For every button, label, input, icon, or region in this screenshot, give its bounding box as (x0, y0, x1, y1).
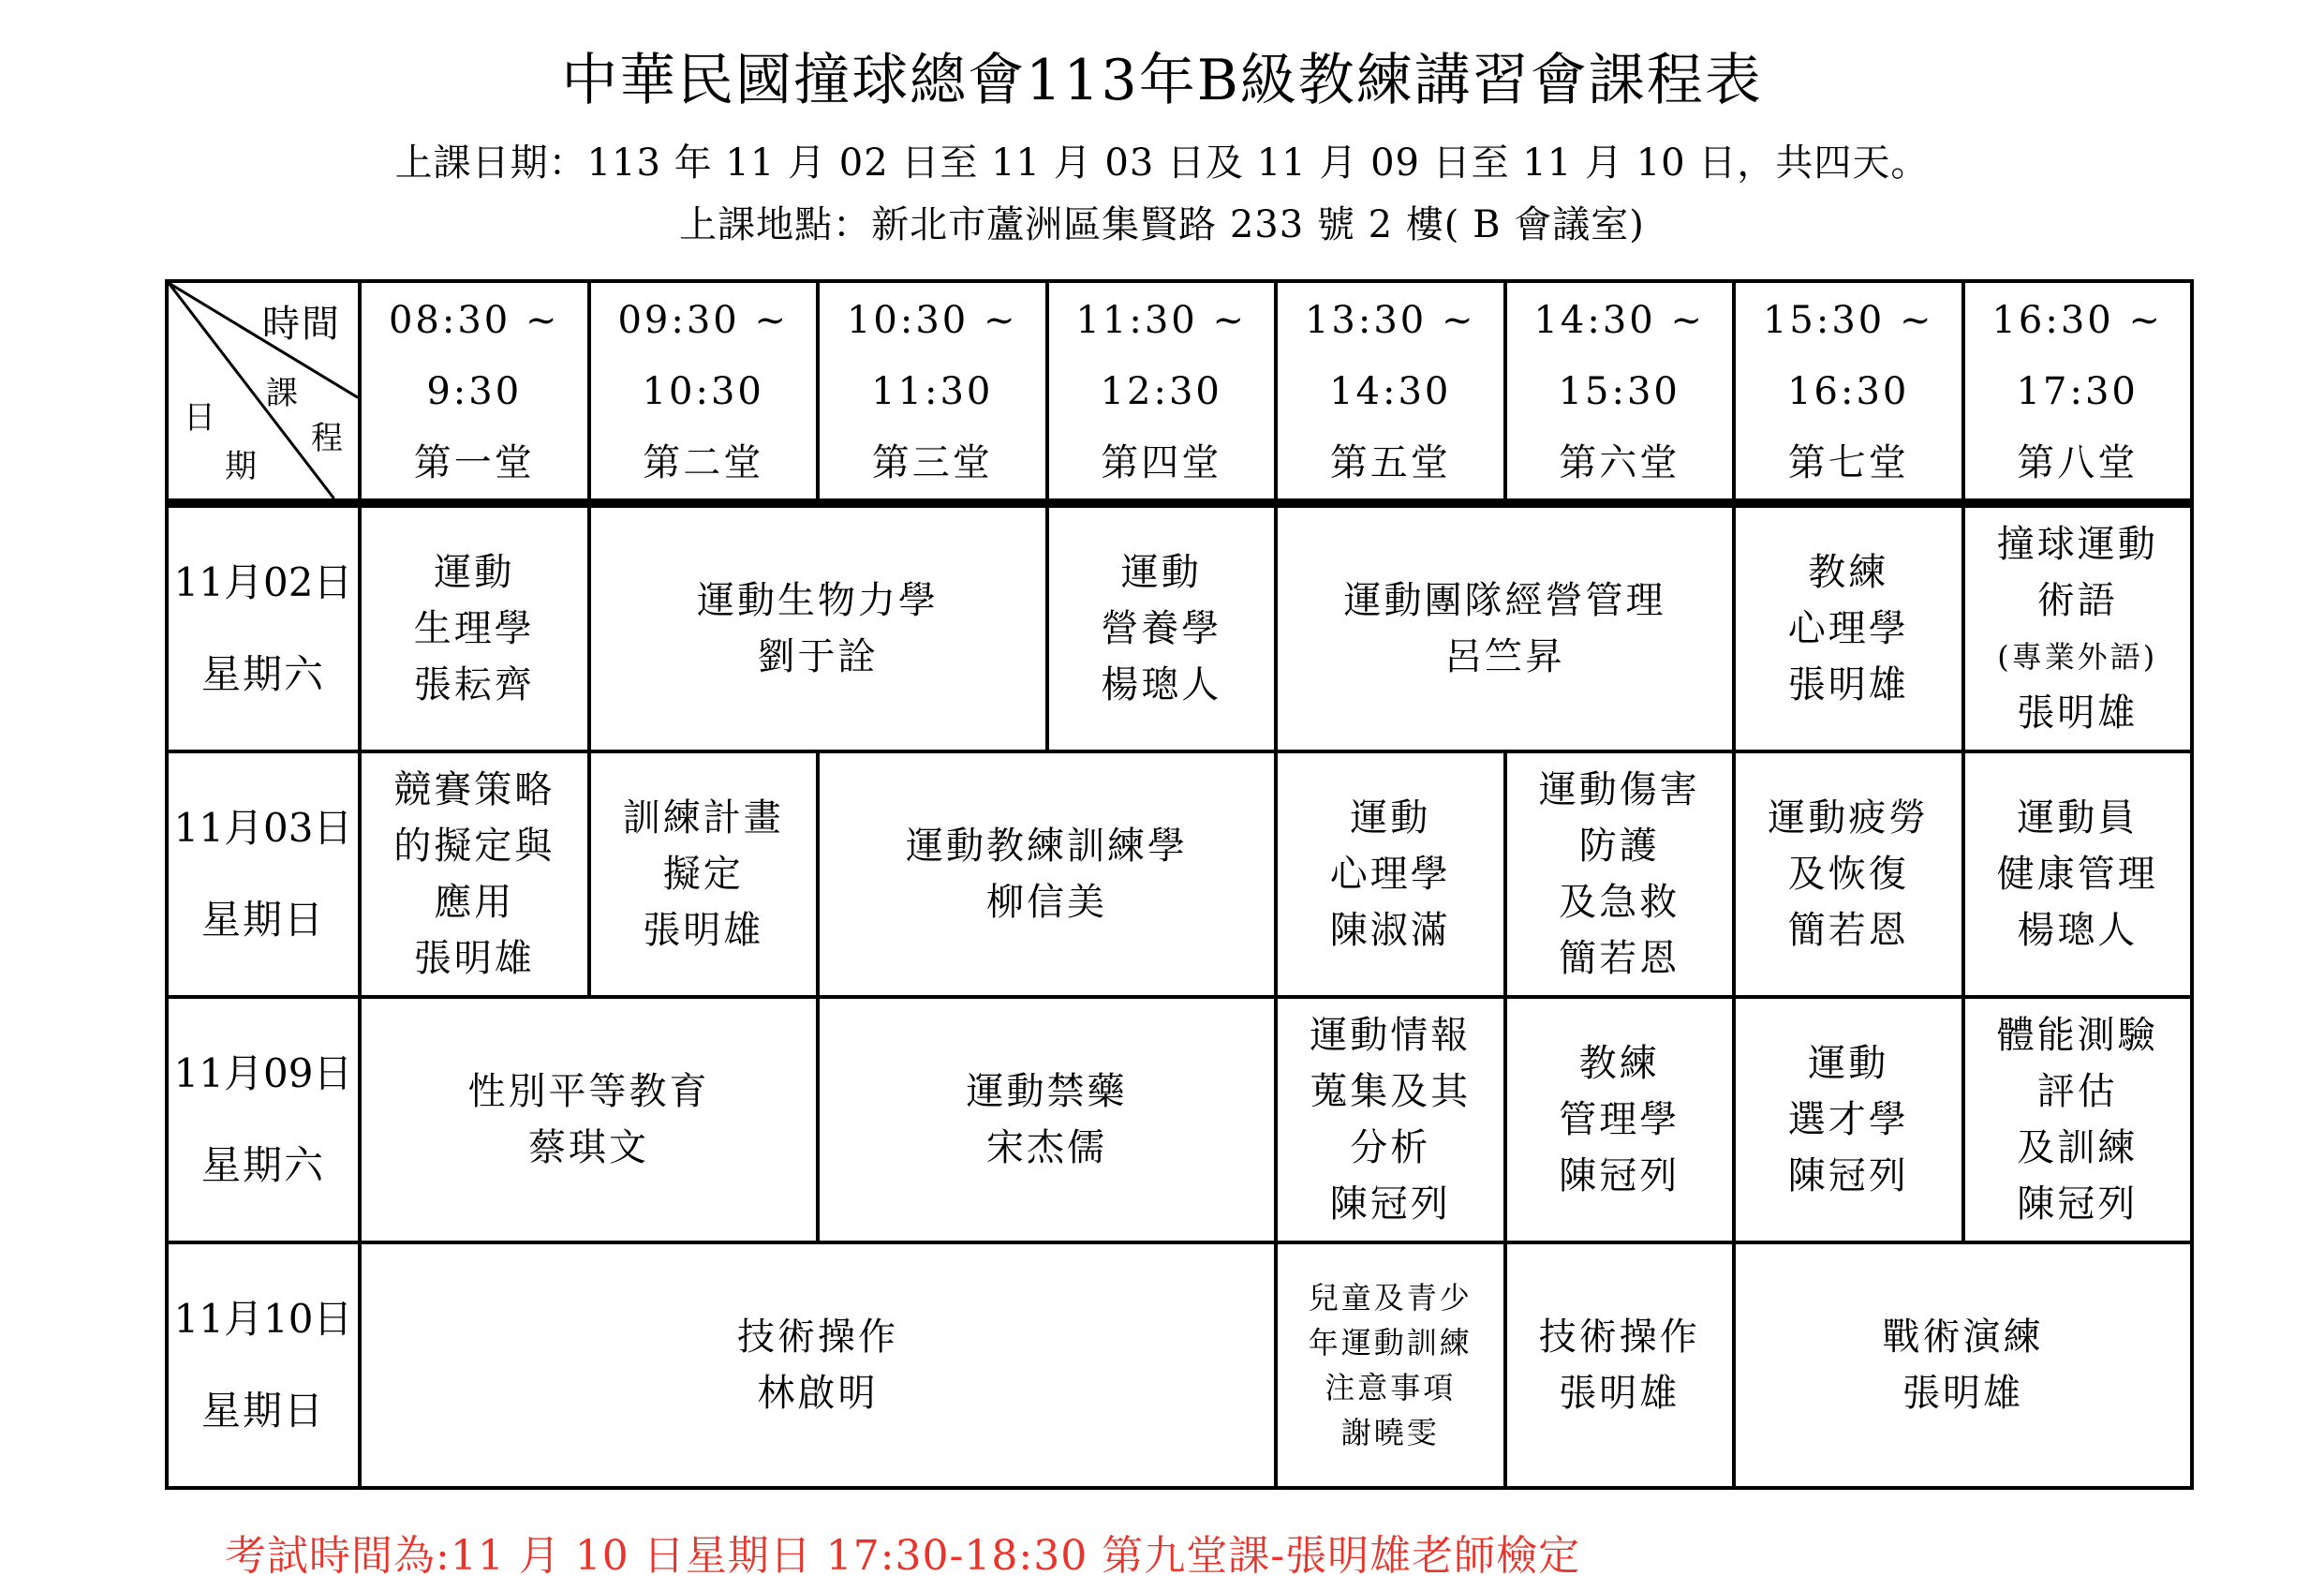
date-label: 11月03日 (173, 805, 353, 851)
course-title-line: 兒童及青少 (1308, 1280, 1473, 1316)
instructor-name: 簡若恩 (1559, 937, 1680, 980)
course-title-line: 術語 (2036, 579, 2118, 622)
session-cell (1505, 751, 1735, 997)
date-cell (167, 1242, 360, 1488)
course-title-line: 健康管理 (1996, 853, 2158, 896)
course-title-line: 運動 (1120, 551, 1202, 594)
session-cell (360, 997, 818, 1242)
course-title-line: 運動 (1808, 1042, 1889, 1085)
session-cell (360, 751, 589, 997)
session-cell (360, 1242, 1276, 1488)
course-title-line: 運動情報 (1310, 1014, 1472, 1057)
course-title-line: 運動 (1350, 796, 1431, 840)
exam-note: 考試時間為:11 月 10 日星期日 17:30-18:30 第九堂課-張明雄老師檢定 (225, 1532, 1581, 1580)
session-cell (1505, 997, 1735, 1242)
period-header: 09:30 ~ 10:30 第二堂 (589, 281, 819, 503)
session-cell (1505, 1242, 1735, 1488)
course-title-line: 營養學 (1101, 607, 1222, 650)
session-cell (1734, 1242, 2192, 1488)
instructor-name: 陳冠列 (1329, 1182, 1451, 1226)
course-title-line: 運動傷害 (1538, 768, 1700, 811)
course-title-line: 及訓練 (2017, 1126, 2139, 1169)
course-title-line: 技術操作 (1538, 1316, 1700, 1359)
course-title-line: 蒐集及其 (1310, 1070, 1472, 1113)
instructor-name: 柳信美 (986, 881, 1107, 924)
course-title-line: 心理學 (1329, 853, 1451, 896)
course-title-line: 心理學 (1787, 607, 1909, 650)
period-header: 10:30 ~ 11:30 第三堂 (818, 281, 1047, 503)
session-cell (1047, 503, 1277, 751)
course-title-line: 生理學 (413, 607, 535, 650)
period-header: 15:30 ~ 16:30 第七堂 (1734, 281, 1963, 503)
day-row (167, 1242, 2192, 1488)
course-title-line: 防護 (1578, 825, 1660, 868)
instructor-name: 謝曉雯 (1340, 1415, 1440, 1450)
session-cell (1963, 751, 2193, 997)
weekday-label: 星期六 (200, 1142, 325, 1188)
course-title-line: 運動教練訓練學 (906, 825, 1188, 868)
instructor-name: 楊璁人 (1101, 663, 1222, 706)
instructor-name: 張明雄 (2017, 691, 2139, 735)
instructor-name: 呂竺昇 (1444, 635, 1565, 678)
course-title-line: 教練 (1578, 1042, 1660, 1085)
weekday-label: 星期日 (200, 1388, 325, 1434)
course-title-line: 評估 (2036, 1070, 2118, 1113)
session-cell (1734, 503, 1963, 751)
course-title-line: 性別平等教育 (467, 1070, 710, 1113)
instructor-name: 張明雄 (643, 909, 764, 952)
session-cell (360, 503, 589, 751)
course-title-line: 分析 (1350, 1126, 1431, 1169)
corner-course-char-1: 課 (266, 375, 298, 412)
instructor-name: 陳淑滿 (1329, 909, 1451, 952)
header-row (167, 281, 2192, 503)
instructor-name: 張明雄 (413, 937, 535, 980)
course-title-line: 年運動訓練 (1308, 1325, 1473, 1361)
course-title-line: 應用 (434, 881, 515, 924)
weekday-label: 星期日 (200, 897, 325, 943)
instructor-name: 陳冠列 (2017, 1182, 2139, 1226)
instructor-name: 陳冠列 (1559, 1154, 1680, 1197)
instructor-name: 宋杰儒 (986, 1126, 1107, 1169)
session-cell (1963, 503, 2193, 751)
course-dates: 上課日期：113 年 11 月 02 日至 11 月 03 日及 11 月 09 日至 11 月 10 日，共四天。 (394, 141, 1930, 185)
instructor-name: 蔡琪文 (528, 1126, 649, 1169)
session-cell (1963, 997, 2193, 1242)
instructor-name: 林啟明 (757, 1372, 879, 1415)
session-cell (1276, 1242, 1505, 1488)
date-cell (167, 751, 360, 997)
session-cell (1276, 997, 1505, 1242)
date-label: 11月10日 (173, 1296, 353, 1342)
course-title-line: 教練 (1808, 551, 1889, 594)
instructor-name: 楊璁人 (2017, 909, 2139, 952)
course-title-line: 及恢復 (1787, 853, 1909, 896)
day-row (167, 503, 2192, 751)
period-header: 08:30 ~ 9:30 第一堂 (360, 281, 589, 503)
date-cell (167, 503, 360, 751)
course-title-line: 注意事項 (1325, 1370, 1457, 1405)
instructor-name: 張明雄 (1559, 1372, 1680, 1415)
instructor-name: 陳冠列 (1787, 1154, 1909, 1197)
period-header: 14:30 ~ 15:30 第六堂 (1505, 281, 1735, 503)
instructor-name: 簡若恩 (1787, 909, 1909, 952)
course-title-line: 擬定 (662, 853, 744, 896)
instructor-name: 張耘齊 (413, 663, 535, 706)
course-title-line: 運動員 (2017, 796, 2139, 840)
course-title-line: 及急救 (1559, 881, 1680, 924)
period-header: 13:30 ~ 14:30 第五堂 (1276, 281, 1505, 503)
day-row (167, 751, 2192, 997)
session-cell (818, 997, 1276, 1242)
course-title-line: 技術操作 (737, 1316, 898, 1359)
course-title-line: 戰術演練 (1882, 1316, 2044, 1359)
weekday-label: 星期六 (200, 651, 325, 697)
course-title-line: 訓練計畫 (622, 796, 784, 840)
course-title-line: 運動生物力學 (697, 579, 939, 622)
course-title-line: 體能測驗 (1996, 1014, 2158, 1057)
session-cell (589, 751, 819, 997)
course-title-line: 運動禁藥 (966, 1070, 1128, 1113)
course-title-line: 運動 (434, 551, 515, 594)
page-title: 中華民國撞球總會113年B級教練講習會課程表 (561, 48, 1763, 113)
date-cell (167, 997, 360, 1242)
instructor-name: 劉于詮 (757, 635, 879, 678)
session-cell (1734, 997, 1963, 1242)
session-cell (1276, 503, 1734, 751)
day-row (167, 997, 2192, 1242)
course-title-line: 的擬定與 (393, 825, 555, 868)
instructor-name: 張明雄 (1787, 663, 1909, 706)
corner-course-char-2: 程 (311, 420, 343, 457)
course-title-line: 運動疲勞 (1768, 796, 1930, 840)
course-title-line: 管理學 (1559, 1098, 1680, 1141)
session-cell (589, 503, 1047, 751)
session-cell (818, 751, 1276, 997)
session-cell (1734, 751, 1963, 997)
schedule-table (165, 279, 2194, 1490)
course-title-line: 運動團隊經營管理 (1343, 579, 1666, 622)
period-header: 11:30 ~ 12:30 第四堂 (1047, 281, 1277, 503)
corner-date-char-1: 日 (184, 399, 215, 437)
course-title-line: 選才學 (1787, 1098, 1909, 1141)
course-title-line: (專業外語) (1997, 639, 2158, 675)
corner-date-char-2: 期 (225, 448, 257, 485)
date-label: 11月02日 (173, 559, 353, 605)
course-location: 上課地點：新北市蘆洲區集賢路 233 號 2 樓( B 會議室) (679, 203, 1645, 246)
corner-time-label: 時間 (262, 303, 341, 346)
corner-header (167, 281, 360, 503)
period-header: 16:30 ~ 17:30 第八堂 (1963, 281, 2193, 503)
instructor-name: 張明雄 (1902, 1372, 2023, 1415)
date-label: 11月09日 (173, 1050, 353, 1096)
course-title-line: 撞球運動 (1996, 523, 2158, 566)
session-cell (1276, 751, 1505, 997)
course-title-line: 競賽策略 (393, 768, 555, 811)
